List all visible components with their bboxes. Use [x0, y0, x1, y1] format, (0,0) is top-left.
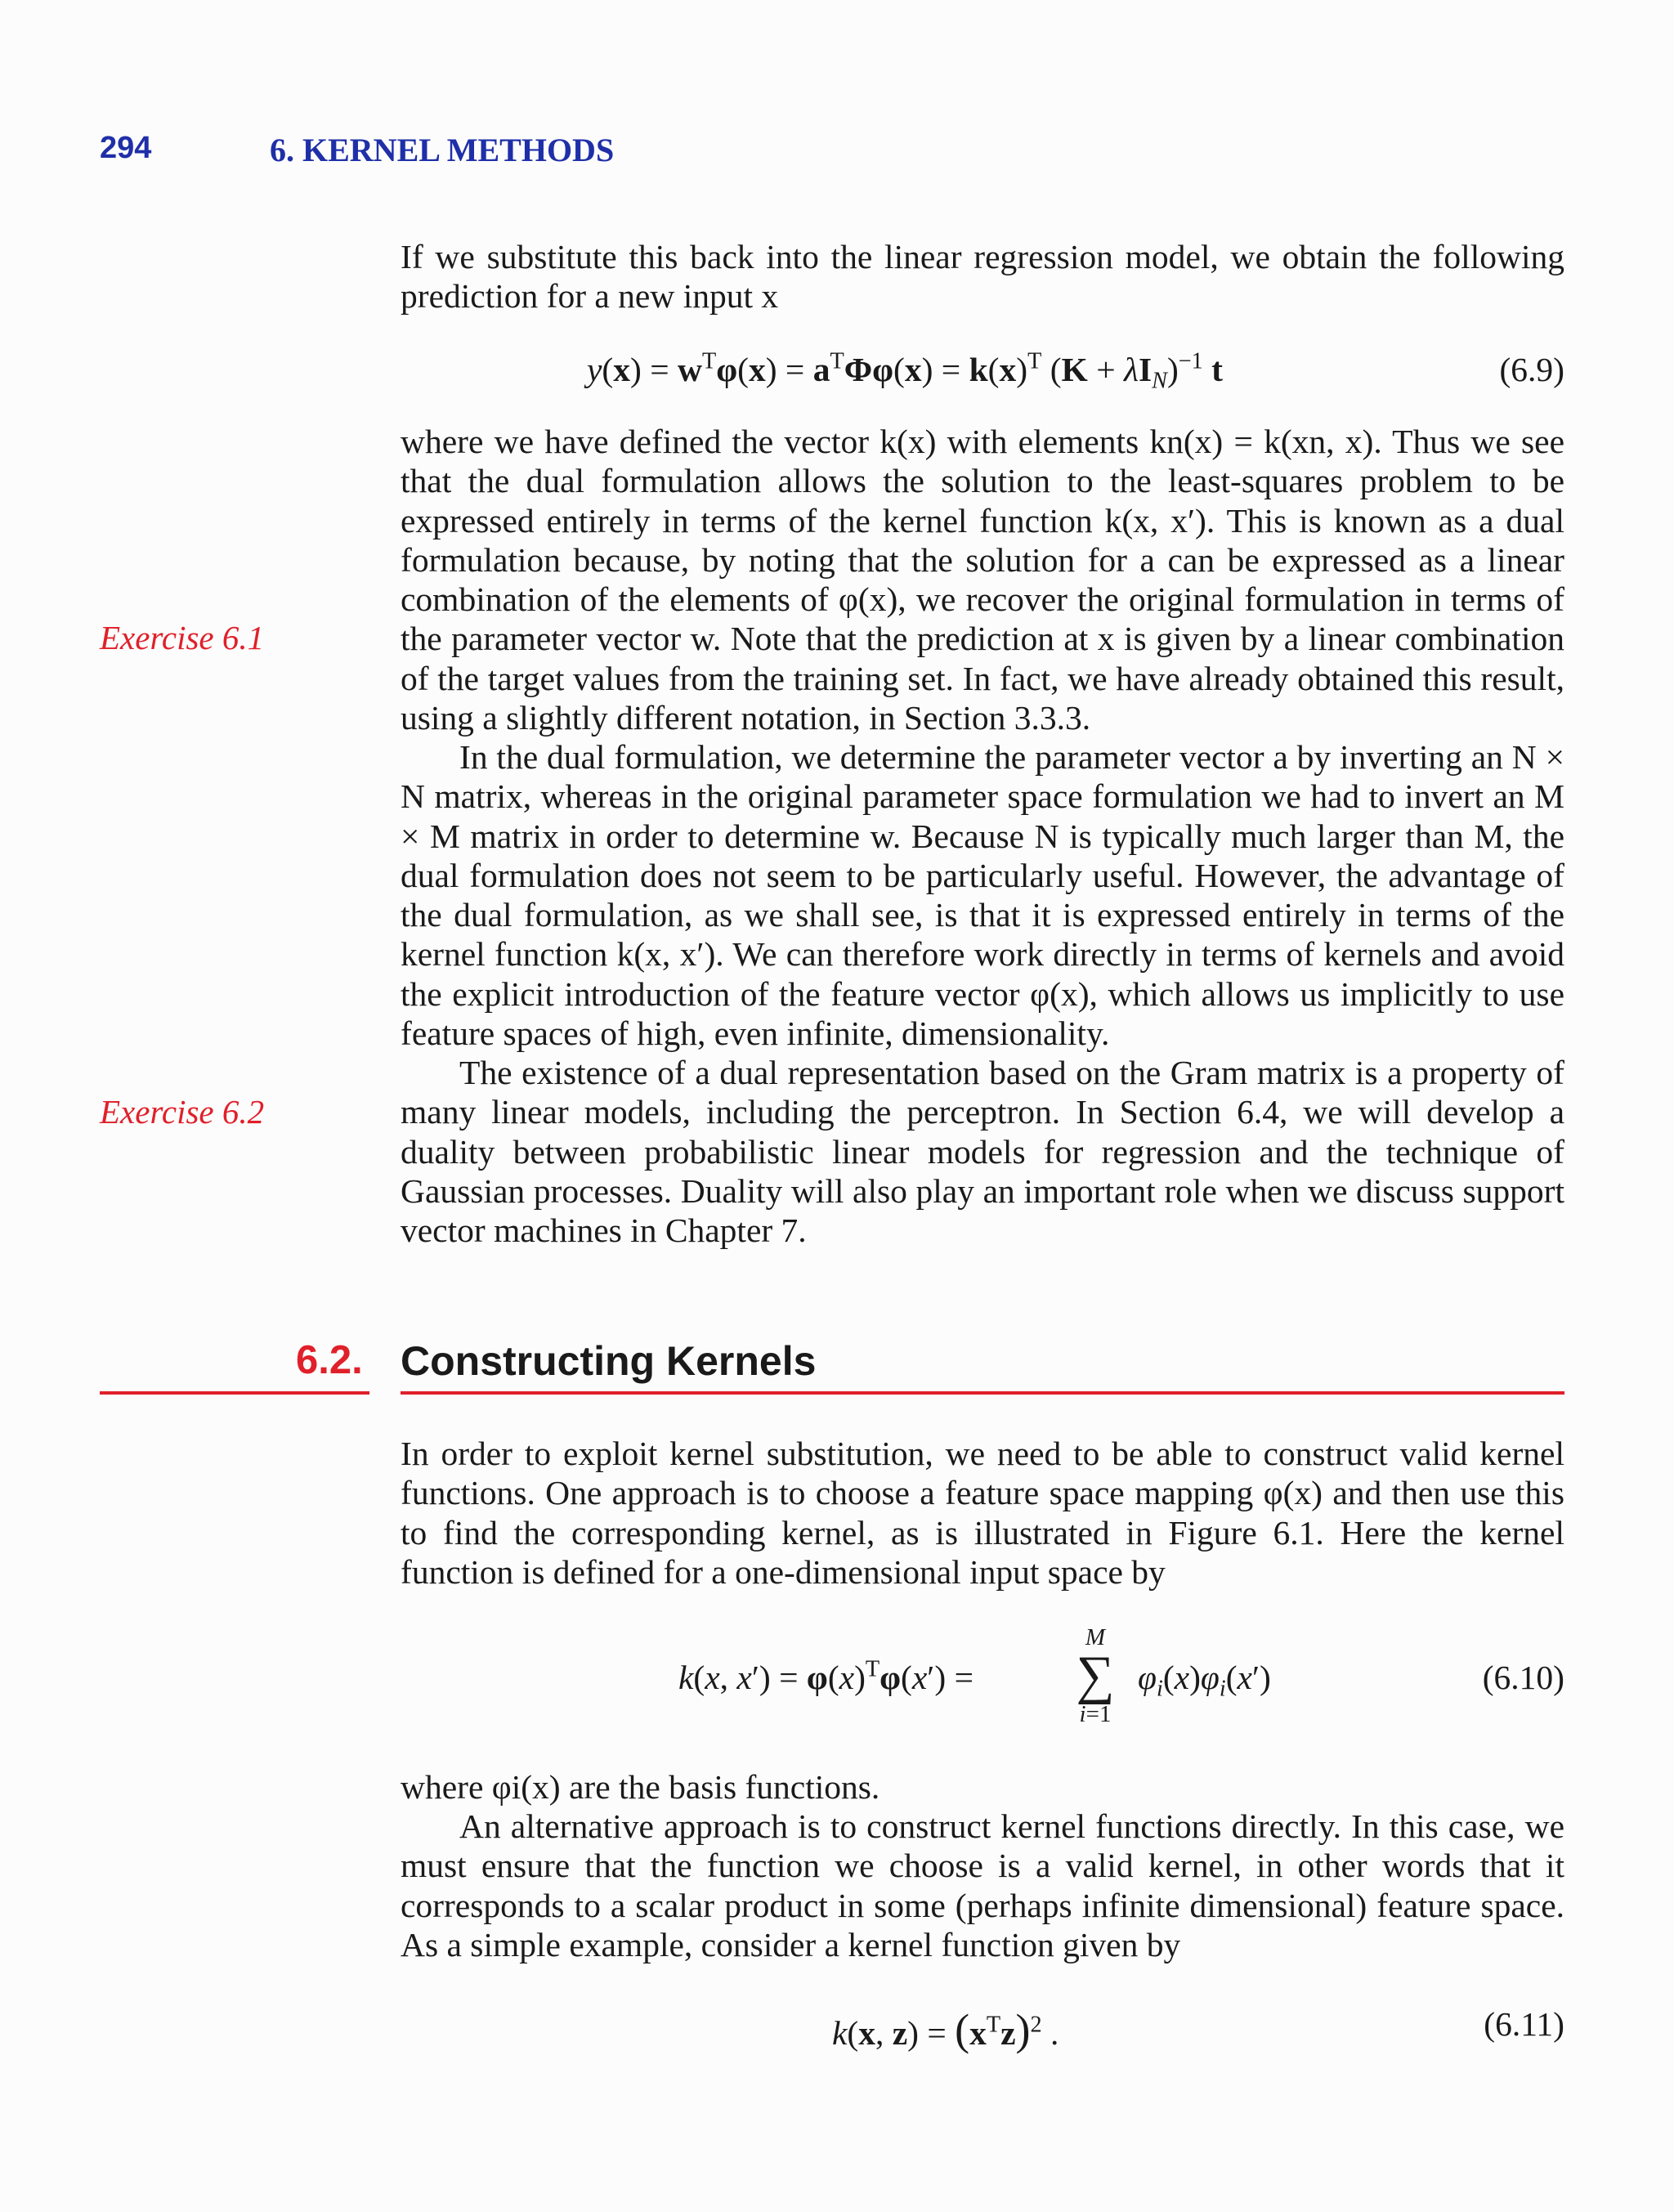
paragraph-4-text: The existence of a dual representation based on the Gram matrix is a property of many linear models, including the perceptron. In Section 6.4, we will develop a duality between probabilistic linear models for regression and the technique of Gaussian processes. Duality will also play an important role when we discuss support vector machines in Chapter 7.: [401, 1054, 1564, 1250]
equation-6-9-expression: $y(x) = w^T\varphi(x) = a^T\Phi\varphi(x) = k(x)^T$ $(K + \lambda I_N)^{-1}$ t: [587, 348, 1223, 394]
page-number: 294: [100, 131, 152, 165]
summation-symbol: M ∑ i=1: [1076, 1624, 1115, 1727]
paragraph-5-text: In order to exploit kernel substitution, we need to be able to construct valid kernel functions. One approach is to choose a feature space mapping φ(x) and then use this to find the corresponding kernel, as is illustrated in Figure 6.1. Here the kernel function is defined for a one-dimensional input space by: [401, 1435, 1564, 1591]
paragraph-7-text: An alternative approach is to construct kernel functions directly. In this case, we must ensure that the function we choose is a valid kernel, in other words that it corresponds to a scalar product in some (perhaps infinite dimensional) feature space. As a simple example, consider a kernel function given by: [401, 1807, 1564, 1963]
equation-6-10-lhs: k(x, $x') = \varphi(x)^T\varphi(x')$ =: [678, 1656, 974, 1696]
equation-6-10: [401, 1619, 1564, 1741]
paragraph-6-text: where φi(x) are the basis functions.: [401, 1768, 880, 1806]
section-rule-right: [401, 1391, 1564, 1395]
paragraph-3-text: In the dual formulation, we determine the parameter vector a by inverting an N × N matrix, whereas in the original parameter space formulation we had to invert an M × M matrix in order to determine w. Because N is typically much larger than M, the dual formulation does not seem to be particularly useful. However, the advantage of the dual formulation, as we shall see, is that it is expressed entirely in terms of the kernel function k(x, x′). We can therefore work directly in terms of kernels and avoid the explicit introduction of the feature vector φ(x), which allows us implicitly to use feature spaces of high, even infinite, dimensionality.: [401, 738, 1564, 1053]
paragraph-2: [401, 422, 1564, 737]
equation-6-9-number: (6.9): [1499, 351, 1564, 388]
equation-6-11: [401, 1995, 1564, 2068]
paragraph-2-text: where we have defined the vector k(x) with elements kn(x) = k(xn, x). Thus we see that the dual formulation allows the solution to the least-squares problem to be expressed entirely in terms of the kernel function k(x, x′). This is known as a dual formulation because, by noting that the solution for a can be expressed as a linear combination of the elements of φ(x), we recover the original formulation in terms of the parameter vector w. Note that the prediction at x is given by a linear combination of the target values from the training set. In fact, we have already obtained this result, using a slightly different notation, in Section 3.3.3.: [401, 423, 1564, 737]
paragraph-7: [401, 1807, 1564, 1964]
section-rule-left: [100, 1391, 369, 1395]
equation-6-11-expression: k(x, $z) = (x^Tz)^2$ .: [832, 2005, 1059, 2054]
paragraph-3: [401, 737, 1564, 1053]
paragraph-6: [401, 1767, 1564, 1807]
paragraph-5: [401, 1434, 1564, 1592]
section-title: Constructing Kernels: [401, 1338, 817, 1384]
equation-6-10-number: (6.10): [1482, 1659, 1564, 1696]
paragraph-1: [401, 237, 1564, 316]
paragraph-1-text: If we substitute this back into the linear regression model, we obtain the following prediction for a new input x: [401, 238, 1564, 316]
equation-6-9: [401, 350, 1564, 407]
paragraph-4: [401, 1053, 1564, 1250]
margin-note-exercise-6-2[interactable]: Exercise 6.2: [100, 1093, 265, 1131]
equation-6-11-number: (6.11): [1484, 2005, 1564, 2043]
section-number: 6.2.: [296, 1338, 363, 1382]
equation-6-10-rhs: $\varphi_i(x)\varphi_i(x')$: [1138, 1659, 1271, 1702]
margin-note-exercise-6-1[interactable]: Exercise 6.1: [100, 619, 265, 656]
running-head: 6. KERNEL METHODS: [270, 132, 615, 168]
